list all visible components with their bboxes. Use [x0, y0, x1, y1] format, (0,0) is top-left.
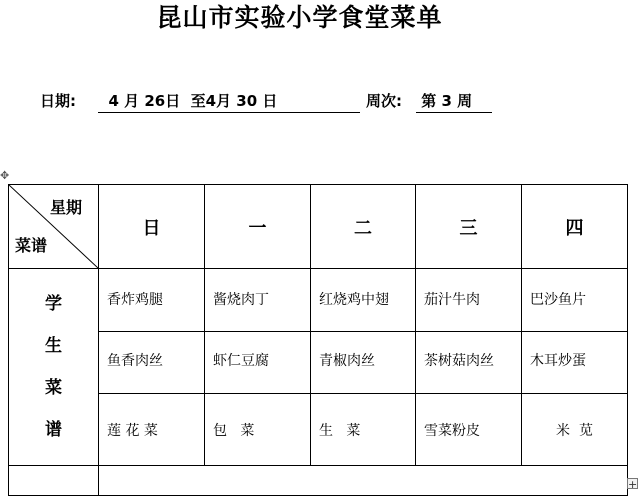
dish-cell: 包 菜	[205, 394, 311, 466]
empty-cell	[205, 466, 311, 496]
day-header: 三	[416, 185, 522, 269]
empty-cell	[311, 466, 416, 496]
dish-cell: 茶树菇肉丝	[416, 332, 522, 394]
dish-cell: 红烧鸡中翅	[311, 269, 416, 332]
dish-cell: 雪菜粉皮	[416, 394, 522, 466]
date-label: 日期:	[40, 92, 76, 110]
dish-cell: 香炸鸡腿	[99, 269, 205, 332]
day-header: 日	[99, 185, 205, 269]
dish-cell: 茄汁牛肉	[416, 269, 522, 332]
dish-cell: 莲 花 菜	[99, 394, 205, 466]
week-label: 周次:	[366, 92, 402, 110]
corner-bottom-label: 菜谱	[15, 236, 48, 255]
menu-table	[8, 184, 628, 496]
side-label-char: 谱	[45, 420, 62, 440]
empty-cell	[416, 466, 522, 496]
dish-cell: 青椒肉丝	[311, 332, 416, 394]
day-header: 二	[311, 185, 416, 269]
dish-cell: 米 苋	[522, 394, 628, 466]
empty-cell	[99, 466, 205, 496]
dish-cell: 巴沙鱼片	[522, 269, 628, 332]
student-menu-label	[9, 269, 99, 466]
empty-cell	[9, 466, 99, 496]
day-header: 一	[205, 185, 311, 269]
dish-cell: 虾仁豆腐	[205, 332, 311, 394]
document-title: 昆山市实验小学食堂菜单	[156, 3, 443, 32]
dish-cell: 木耳炒蛋	[522, 332, 628, 394]
move-handle-icon[interactable]: ✥	[0, 169, 10, 182]
corner-cell	[9, 185, 99, 269]
side-label-char: 学	[45, 294, 62, 314]
dish-cell: 鱼香肉丝	[99, 332, 205, 394]
side-label-char: 菜	[45, 378, 62, 398]
dish-cell: 酱烧肉丁	[205, 269, 311, 332]
empty-cell	[522, 466, 628, 496]
side-label-char: 生	[45, 336, 62, 356]
day-header: 四	[522, 185, 628, 269]
week-value: 第 3 周	[416, 90, 492, 113]
date-value: 4 月 26日 至4月 30 日	[98, 90, 360, 113]
corner-top-label: 星期	[49, 198, 82, 217]
dish-cell: 生 菜	[311, 394, 416, 466]
plus-icon[interactable]: +	[628, 478, 638, 491]
